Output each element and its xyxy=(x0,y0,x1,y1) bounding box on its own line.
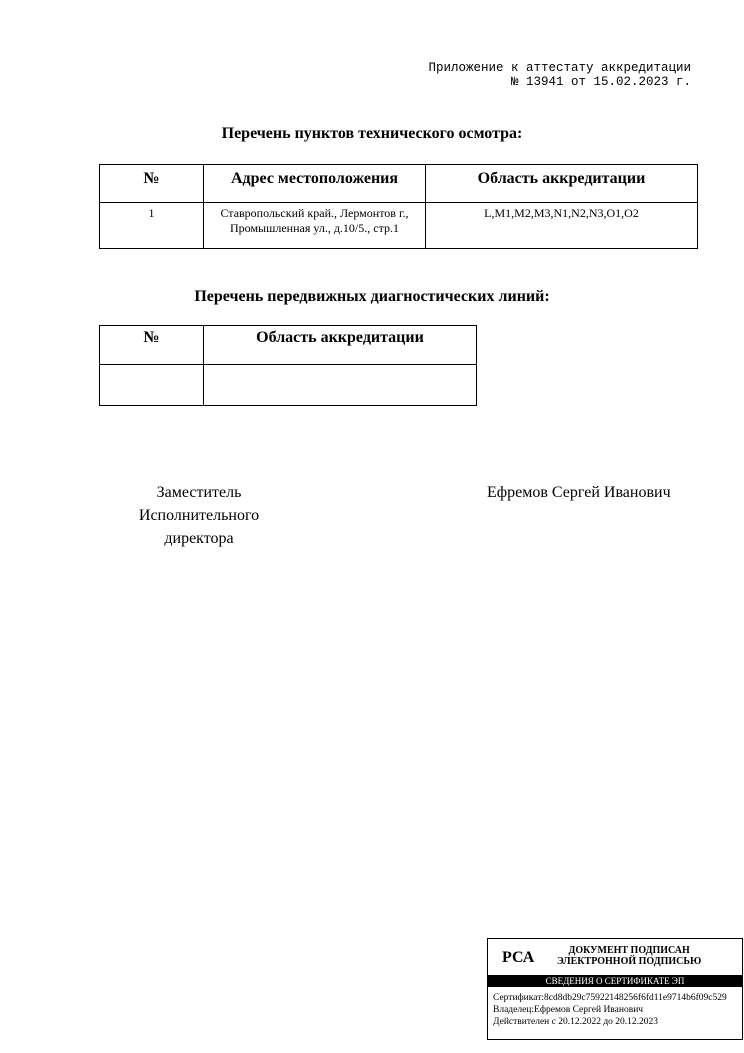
stamp-logo: РСА xyxy=(502,949,535,966)
position-line-1: Заместитель xyxy=(156,484,242,501)
stamp-info xyxy=(488,987,742,1028)
cell-number: 1 xyxy=(100,203,204,249)
appendix-header xyxy=(428,61,691,89)
stamp-signed-label xyxy=(557,945,701,967)
cell-scope: L,M1,M2,M3,N1,N2,N3,O1,O2 xyxy=(426,203,698,249)
electronic-signature-stamp xyxy=(487,938,743,1040)
header-scope: Область аккредитации xyxy=(426,165,698,203)
position-line-3: директора xyxy=(164,530,234,547)
table-row xyxy=(100,203,698,249)
address-line-1: Ставропольский край., Лермонтов г., xyxy=(220,206,409,220)
header-number: № xyxy=(100,326,204,365)
cell-address xyxy=(204,203,426,249)
header-number: № xyxy=(100,165,204,203)
table-header-row xyxy=(100,326,477,365)
table-row xyxy=(100,365,477,406)
signed-line-2: ЭЛЕКТРОННОЙ ПОДПИСЬЮ xyxy=(557,956,702,967)
signatory-position xyxy=(119,481,279,550)
stamp-certificate-bar: СВЕДЕНИЯ О СЕРТИФИКАТЕ ЭП xyxy=(488,975,742,987)
stamp-top xyxy=(488,939,742,975)
cell-scope xyxy=(204,365,477,406)
appendix-line-2: № 13941 от 15.02.2023 г. xyxy=(510,75,691,89)
table-header-row xyxy=(100,165,698,203)
inspection-points-table xyxy=(99,164,698,249)
header-scope: Область аккредитации xyxy=(204,326,477,365)
stamp-validity: Действителен с 20.12.2022 до 20.12.2023 xyxy=(493,1017,659,1027)
stamp-owner: Владелец:Ефремов Сергей Иванович xyxy=(493,1005,644,1015)
cell-number xyxy=(100,365,204,406)
mobile-lines-table xyxy=(99,325,477,406)
header-address: Адрес местоположения xyxy=(204,165,426,203)
position-line-2: Исполнительного xyxy=(138,507,260,524)
appendix-line-1: Приложение к аттестату аккредитации xyxy=(428,61,691,75)
signed-line-1: ДОКУМЕНТ ПОДПИСАН xyxy=(568,945,690,956)
inspection-points-title: Перечень пунктов технического осмотра: xyxy=(221,125,523,142)
stamp-certificate: Сертификат:8cd8db29c75922148256f6fd11e9714b6f09c529 xyxy=(493,993,727,1003)
address-line-2: Промышленная ул., д.10/5., стр.1 xyxy=(230,221,399,235)
mobile-lines-title: Перечень передвижных диагностических линий: xyxy=(194,288,550,305)
signatory-name: Ефремов Сергей Иванович xyxy=(487,484,671,501)
